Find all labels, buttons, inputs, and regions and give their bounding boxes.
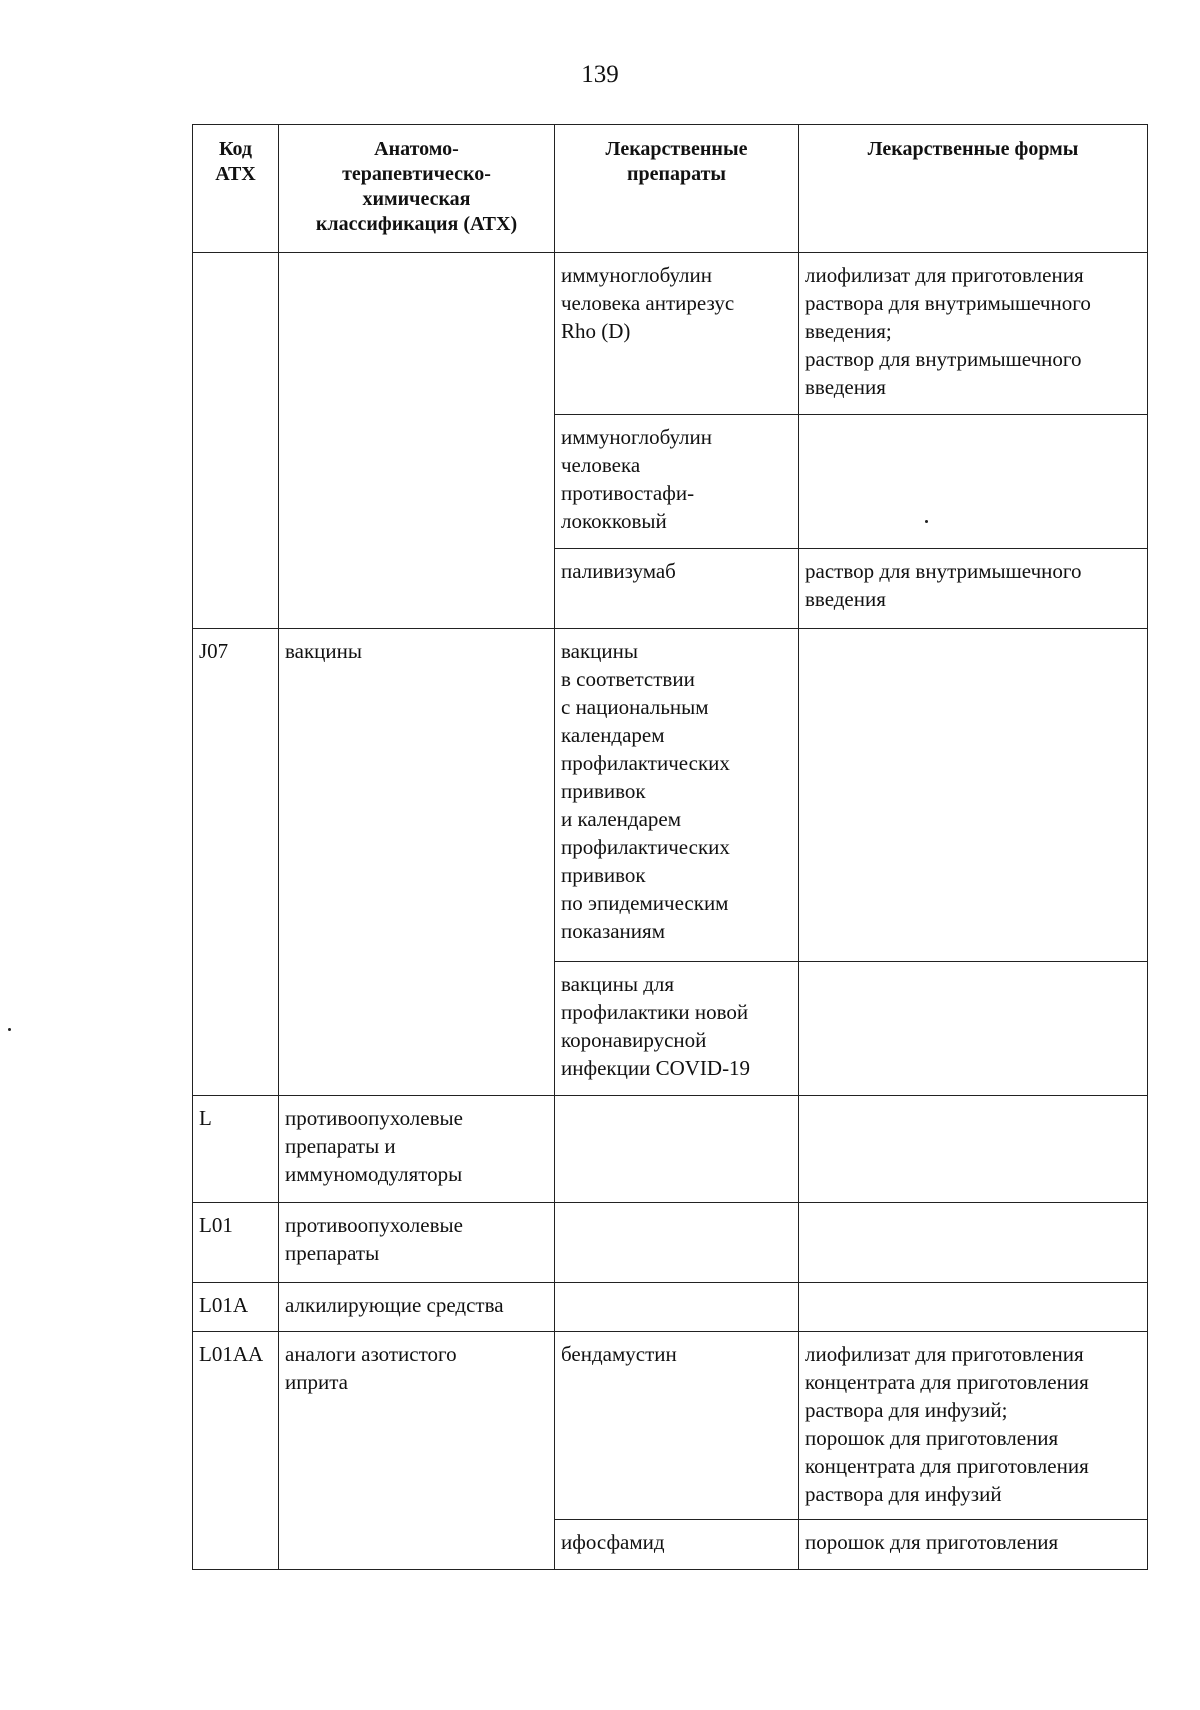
header-atc-code: Код АТХ xyxy=(193,125,279,253)
dosage-form-cell: порошок для приготовления xyxy=(799,1520,1148,1570)
dosage-form-cell xyxy=(799,1283,1148,1332)
atc-code-cell: L01AA xyxy=(193,1332,279,1570)
drug-cell: иммуноглобулин человека противостафи- лококковый xyxy=(555,415,799,549)
scan-speck xyxy=(8,1028,11,1031)
atc-classification-cell: противоопухолевые препараты xyxy=(279,1203,555,1283)
drug-cell: вакцины в соответствии с национальным календарем профилактических прививок и календарем профилактических прививок по эпидемическим показаниям xyxy=(555,629,799,962)
dosage-form-cell xyxy=(799,629,1148,962)
dosage-form-cell xyxy=(799,1203,1148,1283)
dosage-form-cell: лиофилизат для приготовления концентрата для приготовления раствора для инфузий; порошок для приготовления концентрата для приготовления раствора для инфузий xyxy=(799,1332,1148,1520)
atc-classification-cell: противоопухолевые препараты и иммуномодуляторы xyxy=(279,1096,555,1203)
table-row xyxy=(193,253,1148,415)
table-header-row xyxy=(193,125,1148,253)
atc-code-cell: L01 xyxy=(193,1203,279,1283)
atc-code-cell: L xyxy=(193,1096,279,1203)
dosage-form-cell xyxy=(799,415,1148,549)
table-row xyxy=(193,1096,1148,1203)
drug-cell xyxy=(555,1283,799,1332)
header-dosage-forms: Лекарственные формы xyxy=(799,125,1148,253)
drug-cell: бендамустин xyxy=(555,1332,799,1520)
atc-drug-table xyxy=(192,124,1148,1570)
atc-classification-cell: вакцины xyxy=(279,629,555,1096)
drug-cell xyxy=(555,1203,799,1283)
drug-cell: вакцины для профилактики новой коронавирусной инфекции COVID-19 xyxy=(555,962,799,1096)
dosage-form-cell: лиофилизат для приготовления раствора для внутримышечного введения; раствор для внутримышечного введения xyxy=(799,253,1148,415)
atc-code-cell: J07 xyxy=(193,629,279,1096)
table-row xyxy=(193,1332,1148,1520)
header-drugs: Лекарственные препараты xyxy=(555,125,799,253)
atc-drug-table-container xyxy=(192,124,1147,1570)
drug-cell: паливизумаб xyxy=(555,549,799,629)
table-row xyxy=(193,1283,1148,1332)
header-atc-classification: Анатомо- терапевтическо- химическая классификация (АТХ) xyxy=(279,125,555,253)
table-row xyxy=(193,1203,1148,1283)
page-number: 139 xyxy=(581,61,619,88)
atc-classification-cell xyxy=(279,253,555,629)
drug-cell xyxy=(555,1096,799,1203)
dosage-form-cell xyxy=(799,1096,1148,1203)
drug-cell: иммуноглобулин человека антирезус Rho (D) xyxy=(555,253,799,415)
atc-classification-cell: аналоги азотистого иприта xyxy=(279,1332,555,1570)
dosage-form-cell xyxy=(799,962,1148,1096)
dosage-form-cell: раствор для внутримышечного введения xyxy=(799,549,1148,629)
atc-code-cell xyxy=(193,253,279,629)
atc-code-cell: L01A xyxy=(193,1283,279,1332)
atc-classification-cell: алкилирующие средства xyxy=(279,1283,555,1332)
table-row xyxy=(193,629,1148,962)
drug-cell: ифосфамид xyxy=(555,1520,799,1570)
